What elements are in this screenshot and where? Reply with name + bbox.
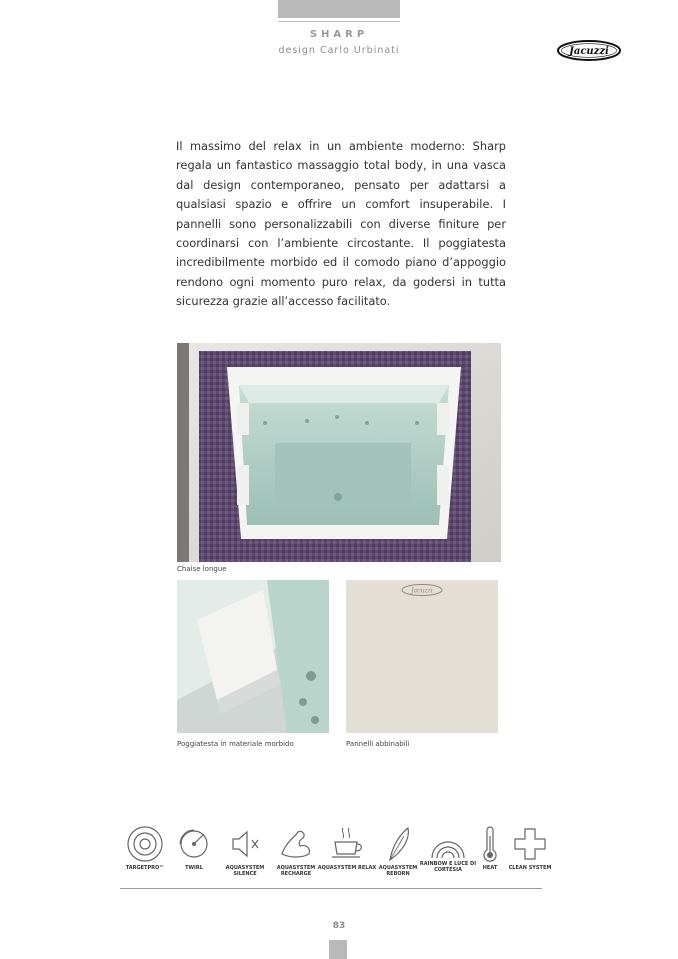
feature-label: AQUASYSTEM REBORN	[378, 865, 418, 877]
caption-panels: Pannelli abbinabili	[346, 740, 410, 748]
brand-logo	[557, 40, 621, 61]
feather-icon	[378, 824, 418, 864]
feature-label: AQUASYSTEM RECHARGE	[276, 865, 316, 877]
footer-rule	[120, 888, 542, 889]
cross-icon	[510, 824, 550, 864]
feature-label: TWIRL	[185, 865, 203, 871]
feature-label: TARGETPRO™	[125, 865, 165, 871]
feature-label: HEAT	[482, 865, 498, 871]
bathtub-photo	[177, 343, 501, 562]
series-title: SHARP	[309, 29, 369, 40]
designer-credit: design Carlo Urbinati	[278, 45, 400, 56]
header-top-bar	[278, 0, 400, 18]
muscle-arm-icon	[276, 824, 316, 864]
feature-label: CLEAN SYSTEM	[508, 865, 552, 871]
twirl-icon	[174, 824, 214, 864]
headrest-photo	[177, 580, 329, 733]
feature-label: AQUASYSTEM SILENCE	[225, 865, 265, 877]
targetpro-icon	[125, 824, 165, 864]
caption-headrest: Poggiatesta in materiale morbido	[177, 740, 294, 748]
speaker-muted-icon	[225, 824, 265, 864]
header-rule	[278, 21, 400, 22]
panel-finish-photo	[346, 580, 498, 733]
intro-paragraph: Il massimo del relax in un ambiente moderno: Sharp regala un fantastico massaggio total body, in una vasca dal design contemporaneo, pensato per adattarsi a qualsiasi spazio e offrire un comfort insuperabile. I pannelli sono personalizzabili con diverse finiture per coordinarsi con l’ambiente circostante. Il poggiatesta incredibilmente morbido ed il comodo piano d’appoggio rendono ogni momento puro relax, da godersi in tutta sicurezza grazie all’accesso facilitato.	[176, 139, 506, 309]
feature-label: AQUASYSTEM RELAX	[317, 865, 377, 871]
feature-clean-system	[500, 824, 560, 864]
feature-label: RAINBOW E LUCE DI CORTESIA	[419, 861, 477, 873]
caption-chaise-longue: Chaise longue	[177, 565, 227, 573]
page-number: 83	[332, 921, 346, 931]
svg-text:Jacuzzi: Jacuzzi	[411, 587, 433, 595]
footer-bar	[329, 940, 347, 959]
steaming-cup-icon	[327, 824, 367, 864]
brand-logo-text: Jacuzzi	[569, 46, 609, 58]
